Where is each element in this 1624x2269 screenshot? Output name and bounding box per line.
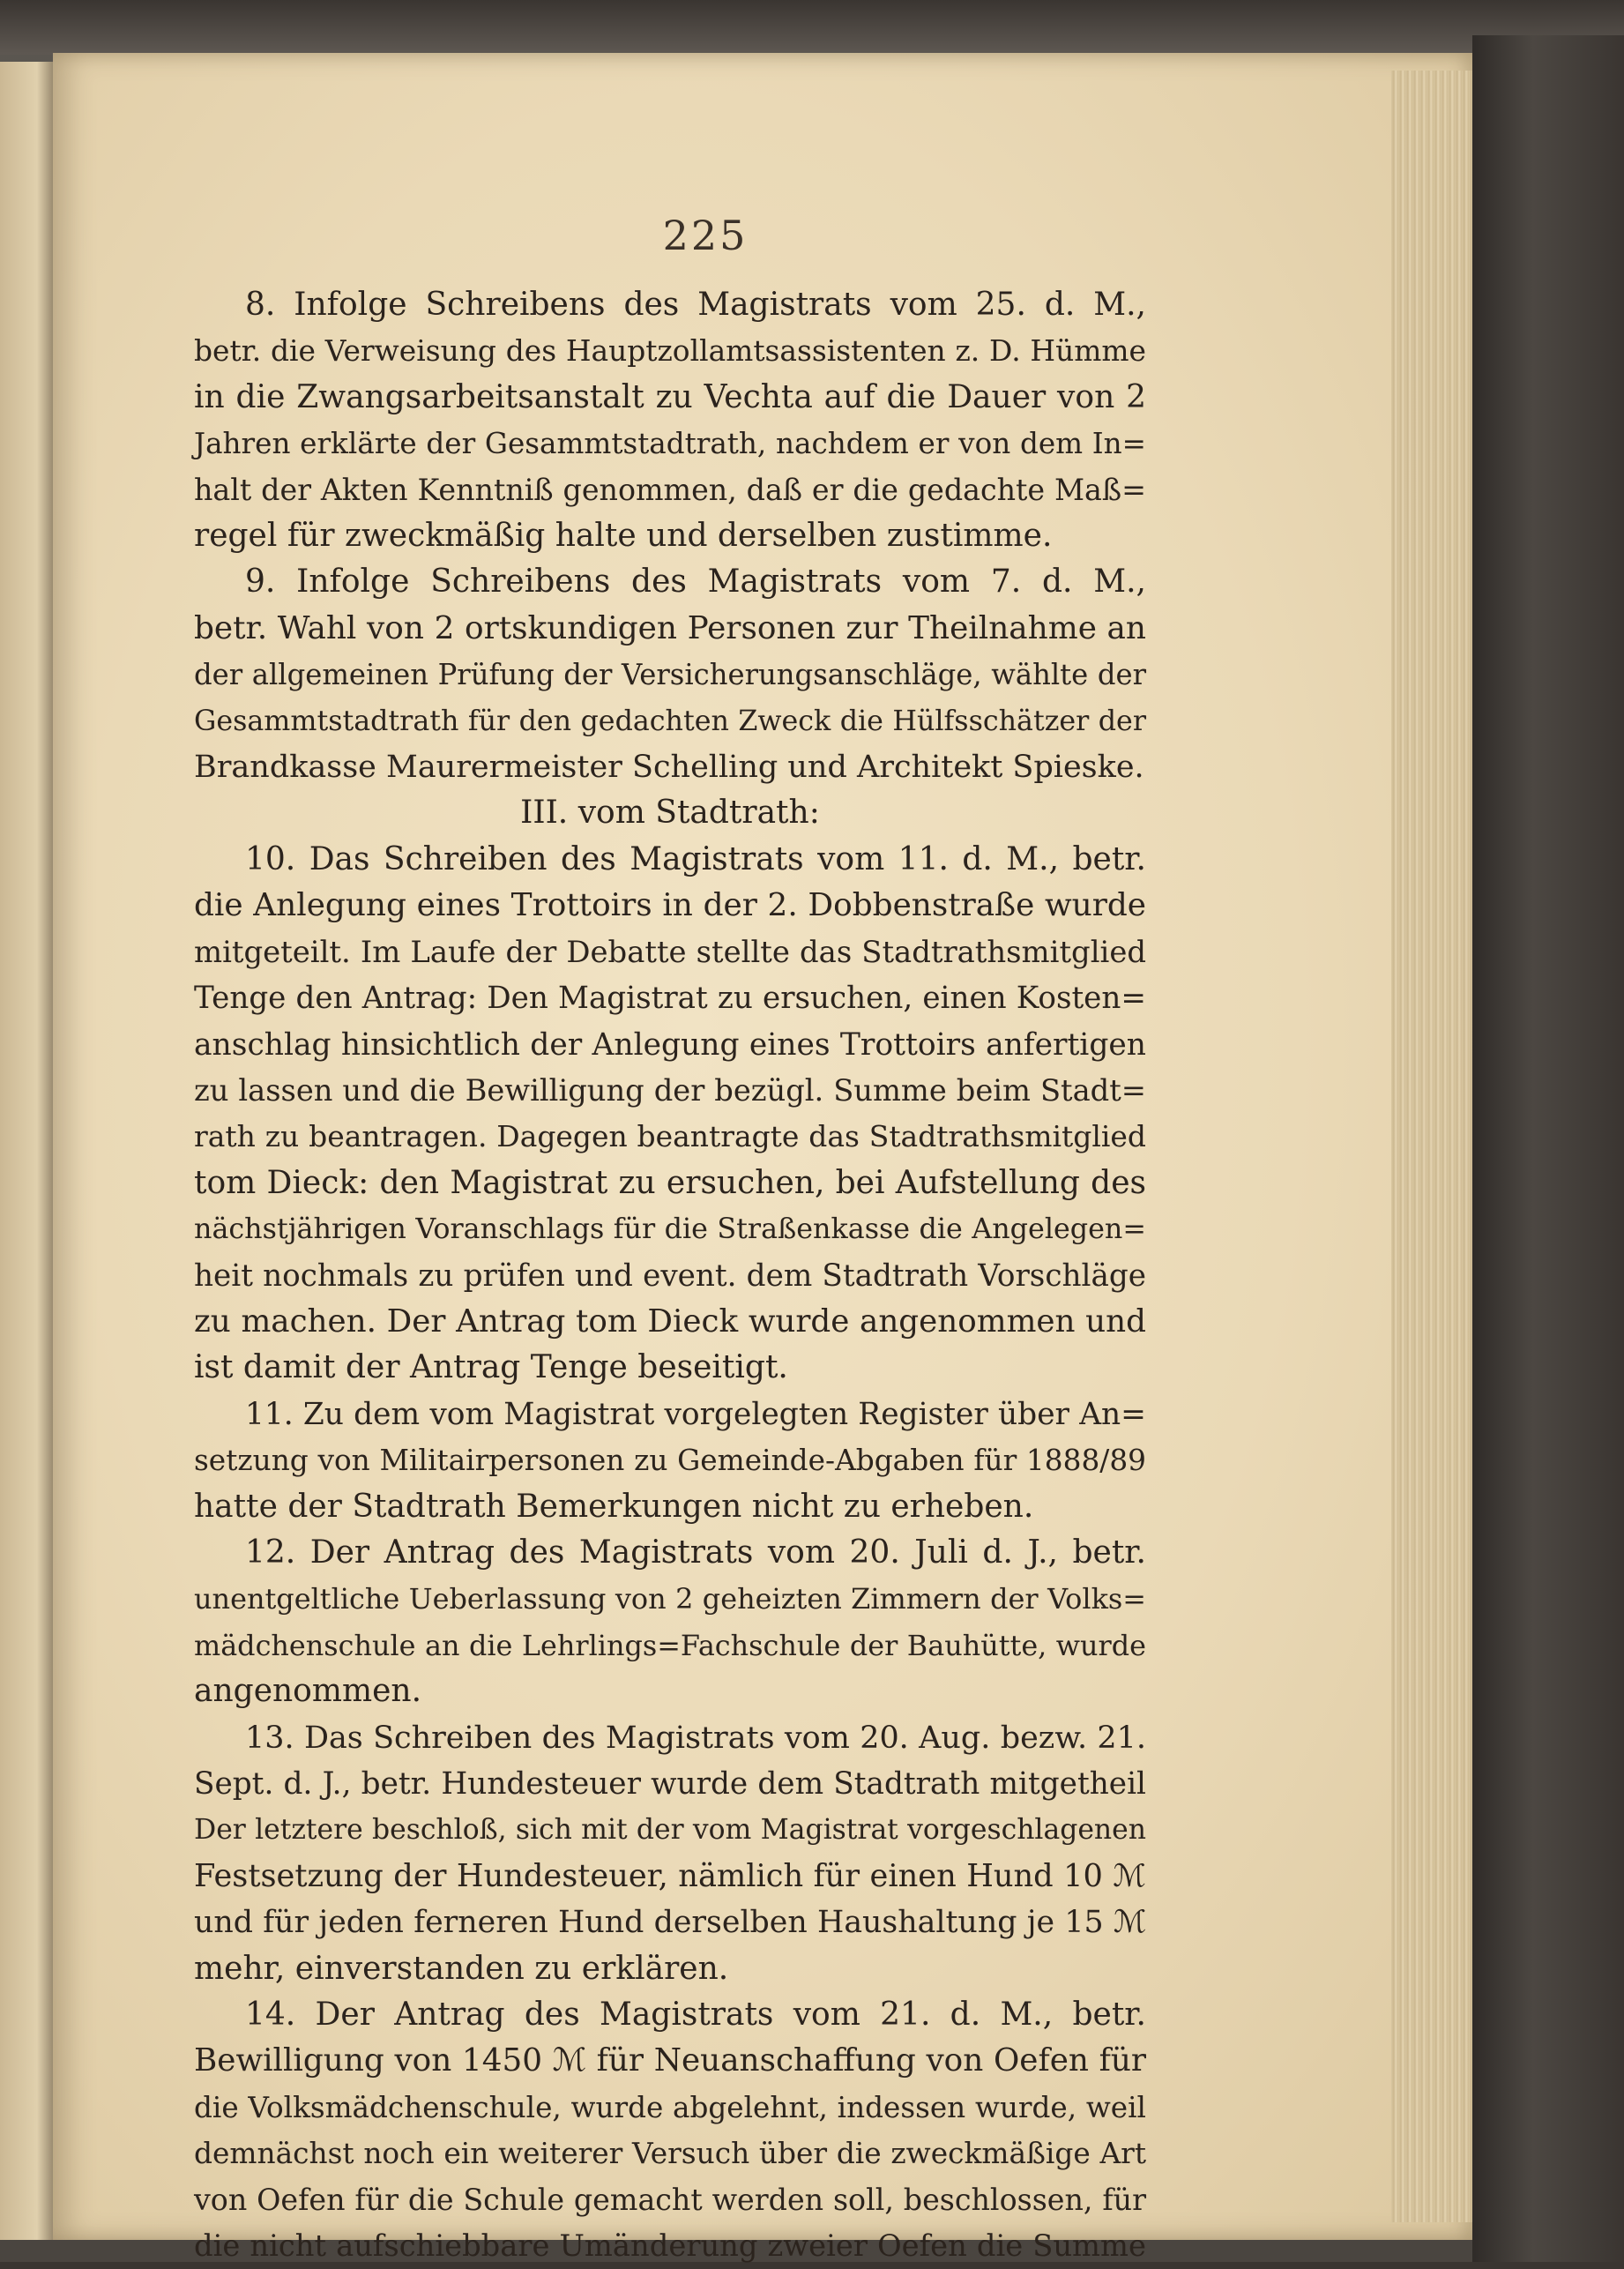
text-line: Der letztere beschloß, sich mit der vom Magistrat vorgeschlagenen — [194, 1814, 1146, 1847]
text-line: halt der Akten Kenntniß genommen, daß er die gedachte Maß= — [194, 472, 1146, 507]
text-line: Bewilligung von 1450 ℳ für Neuanschaffung von Oefen für — [194, 2042, 1146, 2079]
text-line: Sept. d. J., betr. Hundesteuer wurde dem Stadtrath mitgetheil — [194, 1766, 1146, 1802]
text-line: rath zu beantragen. Dagegen beantragte das Stadtrathsmitglied — [194, 1119, 1146, 1154]
text-line: demnächst noch ein weiterer Versuch über die zweckmäßige Art — [194, 2137, 1146, 2171]
text-line: die Volksmädchenschule, wurde abgelehnt, indessen wurde, weil — [194, 2090, 1146, 2124]
book-cover-right — [1472, 35, 1624, 2262]
text-line: 13. Das Schreiben des Magistrats vom 20. Aug. bezw. 21. — [245, 1720, 1146, 1756]
text-line: 10. Das Schreiben des Magistrats vom 11. d. M., betr. — [245, 840, 1146, 877]
text-line: in die Zwangsarbeitsanstalt zu Vechta auf die Dauer von 2 — [194, 378, 1146, 415]
text-line: und für jeden ferneren Hund derselben Haushaltung je 15 ℳ — [194, 1905, 1146, 1941]
text-line: 11. Zu dem vom Magistrat vorgelegten Register über An= — [245, 1396, 1146, 1432]
text-line: 12. Der Antrag des Magistrats vom 20. Juli d. J., betr. — [245, 1534, 1146, 1571]
text-line: hatte der Stadtrath Bemerkungen nicht zu erheben. — [194, 1488, 1034, 1525]
text-line: von Oefen für die Schule gemacht werden soll, beschlossen, für — [194, 2182, 1146, 2217]
facing-page-edge — [0, 62, 53, 2240]
text-line: tom Dieck: den Magistrat zu ersuchen, bei Aufstellung des — [194, 1164, 1146, 1201]
text-line: ist damit der Antrag Tenge beseitigt. — [194, 1349, 788, 1386]
book-cover-top — [0, 0, 1624, 55]
text-line: angenommen. — [194, 1673, 422, 1710]
section-heading: III. vom Stadtrath: — [520, 795, 820, 832]
text-line: heit nochmals zu prüfen und event. dem Stadtrath Vorschläge — [194, 1258, 1146, 1294]
text-line: 9. Infolge Schreibens des Magistrats vom 7. d. M., — [245, 564, 1146, 601]
text-line: zu machen. Der Antrag tom Dieck wurde angenommen und — [194, 1302, 1146, 1340]
text-line: regel für zweckmäßig halte und derselben zustimme. — [194, 518, 1053, 555]
text-line: mitgeteilt. Im Laufe der Debatte stellte das Stadtrathsmitglied — [194, 934, 1146, 969]
page-number: 225 — [662, 212, 749, 259]
text-line: setzung von Militairpersonen zu Gemeinde-Abgaben für 1888/89 — [194, 1444, 1146, 1478]
text-line: Jahren erklärte der Gesammtstadtrath, nachdem er von dem In= — [194, 427, 1146, 461]
text-line: zu lassen und die Bewilligung der bezügl. Summe beim Stadt= — [194, 1072, 1146, 1108]
text-line: die nicht aufschiebbare Umänderung zweier Oefen die Summe — [194, 2228, 1146, 2264]
text-line: Gesammtstadtrath für den gedachten Zweck die Hülfsschätzer der — [194, 705, 1146, 737]
text-line: Brandkasse Maurermeister Schelling und Architekt Spieske. — [194, 750, 1144, 786]
page-text — [194, 282, 1146, 2269]
text-line: unentgeltliche Ueberlassung von 2 geheizten Zimmern der Volks= — [194, 1582, 1146, 1616]
text-line: Tenge den Antrag: Den Magistrat zu ersuchen, einen Kosten= — [194, 981, 1146, 1017]
text-line: nächstjährigen Voranschlags für die Straßenkasse die Angelegen= — [194, 1213, 1146, 1246]
text-line: anschlag hinsichtlich der Anlegung eines Trottoirs anfertigen — [194, 1026, 1146, 1063]
text-line: mädchenschule an die Lehrlings=Fachschule der Bauhütte, wurde — [194, 1628, 1146, 1662]
text-line: Festsetzung der Hundesteuer, nämlich für einen Hund 10 ℳ — [194, 1857, 1146, 1894]
text-line: betr. Wahl von 2 ortskundigen Personen zur Theilnahme an — [194, 609, 1146, 646]
text-line: die Anlegung eines Trottoirs in der 2. Dobbenstraße wurde — [194, 887, 1146, 924]
text-line: mehr, einverstanden zu erklären. — [194, 1950, 729, 1987]
text-line: betr. die Verweisung des Hauptzollamtsassistenten z. D. Hümme — [194, 333, 1146, 369]
text-line: 8. Infolge Schreibens des Magistrats vom 25. d. M., — [245, 287, 1146, 323]
text-line: 14. Der Antrag des Magistrats vom 21. d. M., betr. — [245, 1997, 1146, 2034]
text-line: der allgemeinen Prüfung der Versicherungsanschläge, wählte der — [194, 658, 1146, 692]
page-edges — [1391, 71, 1472, 2222]
